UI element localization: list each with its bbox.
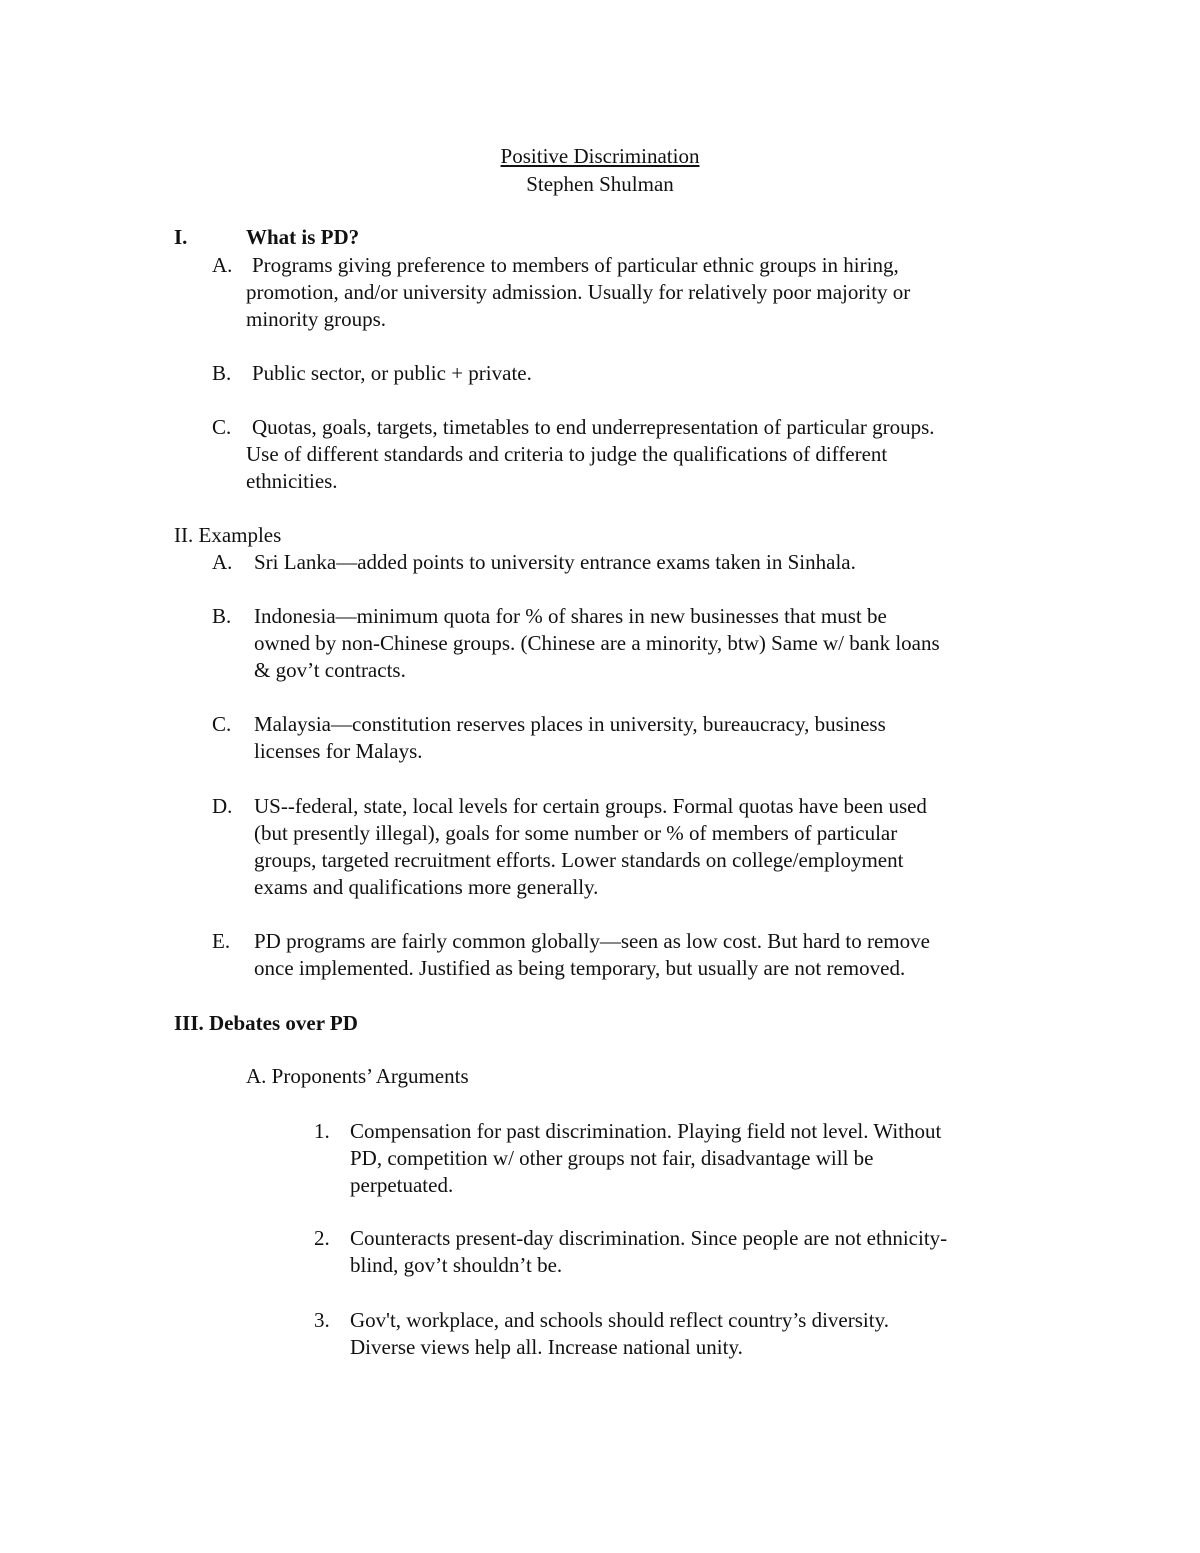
text-line: once implemented. Justified as being temporary, but usually are not removed. <box>254 956 906 980</box>
text-line: Gov't, workplace, and schools should reflect country’s diversity. <box>350 1308 889 1332</box>
document-title: Positive Discrimination <box>500 144 700 168</box>
list-item-text <box>252 360 532 387</box>
text-line: promotion, and/or university admission. Usually for relatively poor majority or <box>246 280 911 304</box>
section-1-heading: What is PD? <box>246 225 360 249</box>
text-line: Diverse views help all. Increase national unity. <box>350 1335 743 1359</box>
list-item-text <box>246 252 910 333</box>
list-item-text <box>350 1118 941 1199</box>
list-marker: C. <box>212 712 232 736</box>
list-marker: A. <box>212 253 233 277</box>
section-1-numeral: I. <box>174 225 188 249</box>
list-marker: E. <box>212 929 231 953</box>
text-line: Sri Lanka—added points to university entrance exams taken in Sinhala. <box>254 550 856 574</box>
list-item-text <box>350 1307 889 1361</box>
text-line: Programs giving preference to members of particular ethnic groups in hiring, <box>252 253 899 277</box>
text-line: Malaysia—constitution reserves places in university, bureaucracy, business <box>254 712 886 736</box>
list-item-text <box>254 603 940 684</box>
text-line: US--federal, state, local levels for certain groups. Formal quotas have been used <box>254 794 927 818</box>
text-line: licenses for Malays. <box>254 739 423 763</box>
text-line: PD programs are fairly common globally—seen as low cost. But hard to remove <box>254 929 930 953</box>
text-line: Quotas, goals, targets, timetables to end underrepresentation of particular groups. <box>252 415 935 439</box>
list-marker: A. <box>212 550 233 574</box>
list-marker: B. <box>212 361 232 385</box>
list-marker: C. <box>212 415 232 439</box>
text-line: minority groups. <box>246 307 386 331</box>
list-item-text <box>254 711 886 765</box>
list-marker: B. <box>212 604 232 628</box>
list-item-text <box>254 549 856 576</box>
list-marker: 1. <box>314 1119 330 1143</box>
list-item-text <box>350 1225 947 1279</box>
text-line: Use of different standards and criteria to judge the qualifications of different <box>246 442 888 466</box>
text-line: Indonesia—minimum quota for % of shares in new businesses that must be <box>254 604 887 628</box>
text-line: (but presently illegal), goals for some number or % of members of particular <box>254 821 898 845</box>
text-line: exams and qualifications more generally. <box>254 875 599 899</box>
list-marker: 3. <box>314 1308 330 1332</box>
list-item-text <box>246 414 935 495</box>
list-item-text <box>254 928 930 982</box>
section-3-heading: III. Debates over PD <box>174 1011 358 1035</box>
section-3-subheading: A. Proponents’ Arguments <box>246 1064 469 1088</box>
text-line: groups, targeted recruitment efforts. Lower standards on college/employment <box>254 848 904 872</box>
text-line: ethnicities. <box>246 469 338 493</box>
document-author: Stephen Shulman <box>526 172 674 196</box>
text-line: PD, competition w/ other groups not fair, disadvantage will be <box>350 1146 874 1170</box>
text-line: Public sector, or public + private. <box>252 361 532 385</box>
text-line: & gov’t contracts. <box>254 658 406 682</box>
list-item-text <box>254 793 927 901</box>
text-line: owned by non-Chinese groups. (Chinese are a minority, btw) Same w/ bank loans <box>254 631 940 655</box>
text-line: blind, gov’t shouldn’t be. <box>350 1253 563 1277</box>
list-marker: 2. <box>314 1226 330 1250</box>
text-line: perpetuated. <box>350 1173 454 1197</box>
section-2-heading: II. Examples <box>174 523 282 547</box>
list-marker: D. <box>212 794 233 818</box>
text-line: Counteracts present-day discrimination. Since people are not ethnicity- <box>350 1226 948 1250</box>
text-line: Compensation for past discrimination. Playing field not level. Without <box>350 1119 942 1143</box>
